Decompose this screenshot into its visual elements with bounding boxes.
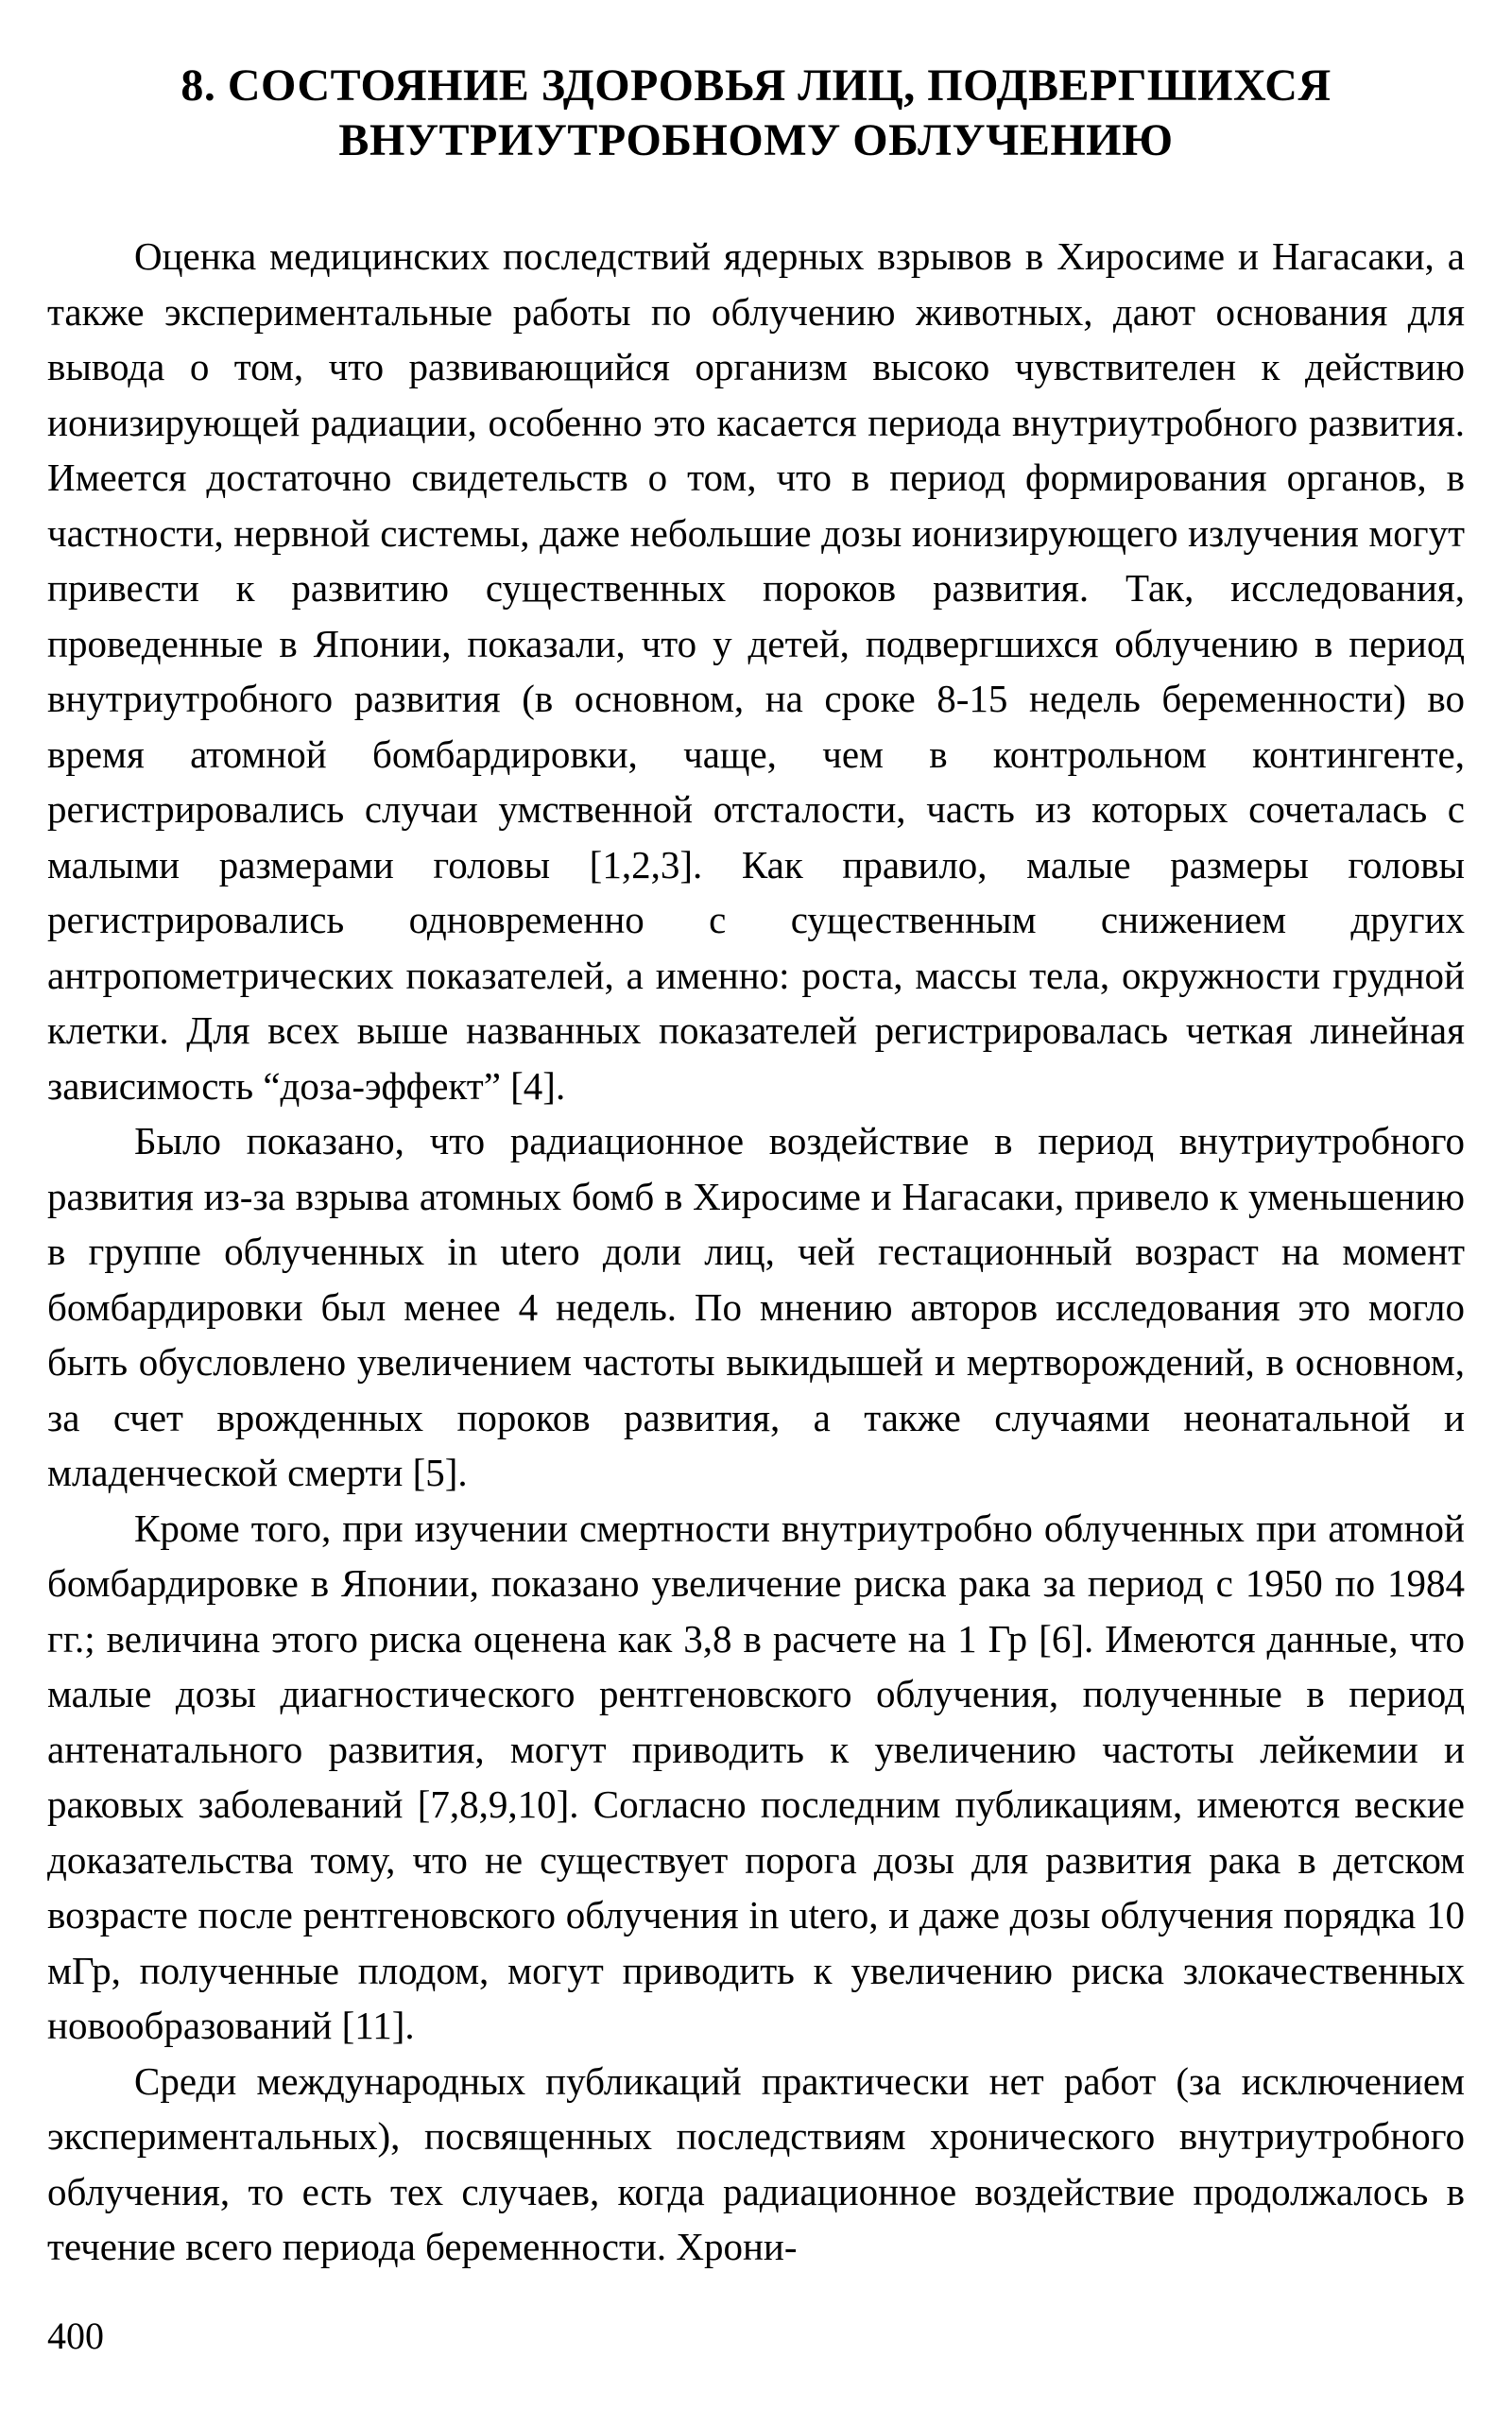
body-text xyxy=(47,229,1465,2275)
paragraph-3: Кроме того, при изучении смертности внутриутробно облученных при атомной бомбардировке в Японии, показано увеличение риска рака за период с 1950 по 1984 гг.; величина этого риска оценена как 3,8 в расчете на 1 Гр [6]. Имеются данные, что малые дозы диагностического рентгеновского облучения, полученные в период антенатального развития, могут приводить к увеличению частоты лейкемии и раковых заболеваний [7,8,9,10]. Согласно последним публикациям, имеются веские доказательства тому, что не существует порога дозы для развития рака в детском возрасте после рентгеновского облучения in utero, и даже дозы облучения порядка 10 мГр, полученные плодом, могут приводить к увеличению риска злокачественных новообразований [11]. xyxy=(47,1506,1465,2047)
chapter-title-line-1: 8. СОСТОЯНИЕ ЗДОРОВЬЯ ЛИЦ, ПОДВЕРГШИХСЯ xyxy=(180,60,1332,111)
paragraph-1: Оценка медицинских последствий ядерных взрывов в Хиросиме и Нагасаки, а также экспериментальные работы по облучению животных, дают основания для вывода о том, что развивающийся организм высоко чувствителен к действию ионизирующей радиации, особенно это касается периода внутриутробного развития. Имеется достаточно свидетельств о том, что в период формирования органов, в частности, нервной системы, даже небольшие дозы ионизирующего излучения могут привести к развитию существенных пороков развития. Так, исследования, проведенные в Японии, показали, что у детей, подвергшихся облучению в период внутриутробного развития (в основном, на сроке 8-15 недель беременности) во время атомной бомбардировки, чаще, чем в контрольном контингенте, регистрировались случаи умственной отсталости, часть из которых сочеталась с малыми размерами головы [1,2,3]. Как правило, малые размеры головы регистрировались одновременно с существенным снижением других антропометрических показателей, а именно: роста, массы тела, окружности грудной клетки. Для всех выше названных показателей регистрировалась четкая линейная зависимость “доза-эффект” [4]. xyxy=(47,234,1465,1108)
paragraph-2: Было показано, что радиационное воздействие в период внутриутробного развития из-за взрыва атомных бомб в Хиросиме и Нагасаки, привело к уменьшению в группе облученных in utero доли лиц, чей гестационный возраст на момент бомбардировки был менее 4 недель. По мнению авторов исследования это могло быть обусловлено увеличением частоты выкидышей и мертворождений, в основном, за счет врожденных пороков развития, а также случаями неонатальной и младенческой смерти [5]. xyxy=(47,1119,1465,1494)
book-page xyxy=(47,38,1465,2372)
chapter-title-line-2: ВНУТРИУТРОБНОМУ ОБЛУЧЕНИЮ xyxy=(338,115,1174,165)
chapter-title xyxy=(47,59,1465,168)
paragraph-4: Среди международных публикаций практически нет работ (за исключением экспериментальных), посвященных последствиям хронического внутриутробного облучения, то есть тех случаев, когда радиационное воздействие продолжалось в течение всего периода беременности. Хрони- xyxy=(47,2058,1465,2268)
page-number: 400 xyxy=(47,2315,104,2357)
